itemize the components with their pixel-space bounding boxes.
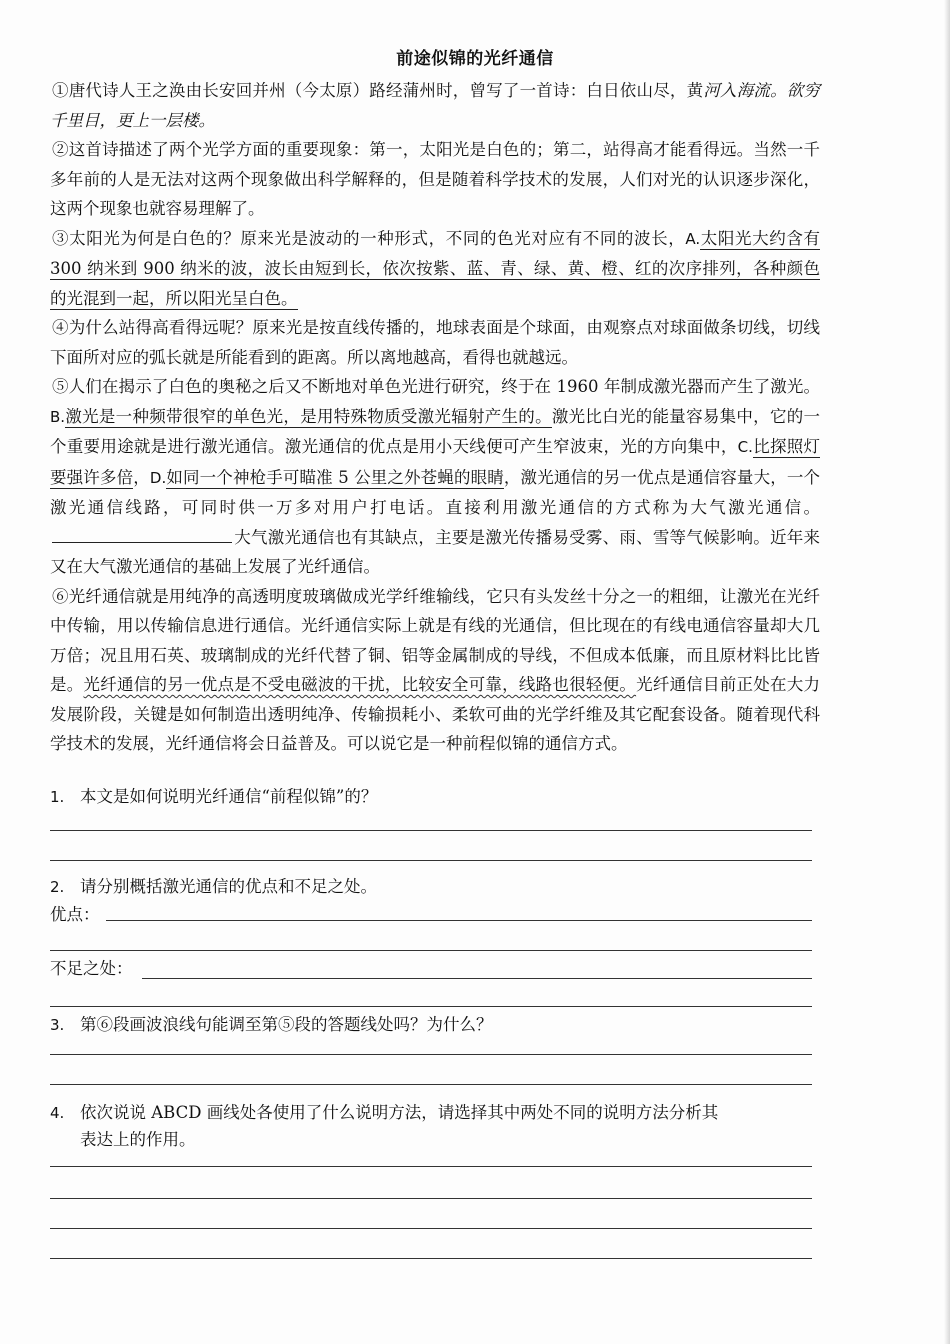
answer-line[interactable] [50, 950, 812, 951]
label-d: D. [149, 468, 167, 487]
paragraph-3 [50, 224, 820, 314]
question-text: 请分别概括激光通信的优点和不足之处。 [80, 877, 377, 896]
paragraph-text: 唐代诗人王之涣由长安回并州（今太原）路经蒲州时，曾写了一首诗：白日依山尽，黄 [68, 81, 704, 100]
disadvantage-label: 不足之处： [50, 959, 133, 978]
paragraph-marker: ③ [52, 228, 70, 248]
question-text: 本文是如何说明光纤通信“前程似锦”的？ [80, 787, 378, 806]
underlined-sentence-a: 太阳光大约含有 300 纳米到 900 纳米的波，波长由短到长，依次按紫、蓝、青、绿、黄、橙、红的次序排列，各种颜色的光混到一起，所以阳光呈白色。 [50, 228, 821, 308]
answer-line[interactable] [50, 1006, 812, 1007]
underlined-sentence-d: 如同一个神枪手可瞄准 5 公里之外苍蝇的眼睛 [166, 467, 504, 487]
paragraph-2 [50, 135, 820, 224]
question-1 [50, 784, 820, 810]
label-b: B. [50, 407, 66, 426]
answer-line[interactable] [50, 1166, 812, 1167]
answer-line[interactable] [50, 1198, 812, 1199]
question-text-continued: 表达上的作用。 [80, 1130, 196, 1149]
advantage-answer-line[interactable] [106, 920, 812, 921]
question-prompt [50, 1012, 820, 1038]
question-number: 2. [50, 878, 65, 896]
paragraph-text: 激光比白光的能量容易集中，它的一个重要用途就是进行激光通信。激光通信的优点是用小天线便可产生窄波束，光的方向集中， [50, 406, 821, 456]
answer-line[interactable] [50, 830, 812, 831]
disadvantage-answer-line[interactable] [142, 978, 812, 979]
question-number: 1. [50, 788, 65, 806]
paragraph-4 [50, 313, 820, 372]
label-c: C. [737, 438, 753, 456]
question-4 [50, 1100, 820, 1154]
paragraph-text: 这首诗描述了两个光学方面的重要现象：第一，太阳光是白色的；第二，站得高才能看得远。当然一千多年前的人是无法对这两个现象做出科学解释的，但是随着科学技术的发展，人们对光的认识逐步深化，这两个现象也就容易理解了。 [50, 140, 821, 218]
paragraph-marker: ⑥ [52, 586, 69, 606]
advantage-label: 优点： [50, 905, 100, 924]
paragraph-text: 光纤通信就是用纯净的高透明度玻璃做成光学纤维输线，它只有头发丝十分之一的粗细，让激光在光纤中传输，用以传输信息进行通信。光纤通信实际上就是有线的光通信，但比现在的有线电通信容量却大几万倍；况且用石英、玻璃制成的光纤代替了铜、铝等金属制成的导线，不但成本低廉，而且原材料比比皆是。 [50, 586, 821, 694]
question-text: 依次说说 ABCD 画线处各使用了什么说明方法，请选择其中两处不同的说明方法分析其 [80, 1103, 719, 1122]
poem-line: 河入海流。欲穷千里目，更上一层楼。 [50, 81, 821, 130]
wavy-underlined-sentence: 光纤通信的另一优点是不受电磁波的干扰，比较安全可靠，线路也很轻便。 [83, 675, 637, 694]
underlined-sentence-c: 比探照灯要强许多倍 [50, 437, 821, 487]
paragraph-text: 太阳光为何是白色的？原来光是波动的一种形式，不同的色光对应有不同的波长， [69, 228, 686, 248]
question-prompt [50, 874, 820, 900]
article-body [50, 76, 820, 759]
paragraph-text: 大气激光通信也有其缺点，主要是激光传播易受雾、雨、雪等气候影响。近年来又在大气激光通信的基础上发展了光纤通信。 [50, 527, 820, 576]
paragraph-marker: ④ [52, 318, 69, 337]
paragraph-marker: ① [52, 81, 69, 100]
scan-edge-shadow [944, 0, 950, 1344]
question-text: 第⑥段画波浪线句能调至第⑤段的答题线处吗？为什么？ [80, 1015, 493, 1034]
underlined-sentence-b: 激光是一种频带很窄的单色光，是用特殊物质受激光辐射产生的。 [65, 406, 552, 426]
question-prompt [50, 1100, 820, 1126]
paragraph-5 [50, 372, 820, 582]
answer-line[interactable] [50, 1228, 812, 1229]
answer-line[interactable] [50, 1258, 812, 1259]
paragraph-1 [50, 76, 820, 135]
paragraph-text: 为什么站得高看得远呢？原来光是按直线传播的，地球表面是个球面，由观察点对球面做条切线，切线下面所对应的弧长就是所能看到的距离。所以离地越高，看得也就越远。 [50, 318, 821, 367]
paragraph-marker: ② [52, 140, 69, 159]
article-title: 前途似锦的光纤通信 [396, 49, 554, 69]
question-2 [50, 874, 820, 900]
separator: ， [133, 467, 150, 487]
answer-line[interactable] [50, 1054, 812, 1055]
question-3 [50, 1012, 820, 1038]
paragraph-text: 光纤通信目前正处在大力发展阶段，关键是如何制造出透明纯净、传输损耗小、柔软可曲的光学纤维及其它配套设备。随着现代科学技术的发展，光纤通信将会日益普及。可以说它是一种前程似锦的通信方式。 [50, 675, 821, 753]
label-a: A. [685, 229, 701, 248]
question-number: 4. [50, 1104, 65, 1122]
answer-line[interactable] [50, 860, 812, 861]
answer-line[interactable] [50, 1084, 812, 1085]
paragraph-text: ，激光通信的另一优点是通信容量大，一个激光通信线路，可同时供一万多对用户打电话。直接利用激光通信的方式称为大气激光通信。 [50, 467, 821, 517]
paragraph-marker: ⑤ [52, 377, 69, 396]
question-prompt [50, 784, 820, 810]
paragraph-6 [50, 582, 820, 759]
question-number: 3. [50, 1016, 65, 1034]
answer-blank[interactable] [52, 528, 232, 543]
paragraph-text: 人们在揭示了白色的奥秘之后又不断地对单色光进行研究，终于在 1960 年制成激光器而产生了激光。 [68, 377, 821, 396]
